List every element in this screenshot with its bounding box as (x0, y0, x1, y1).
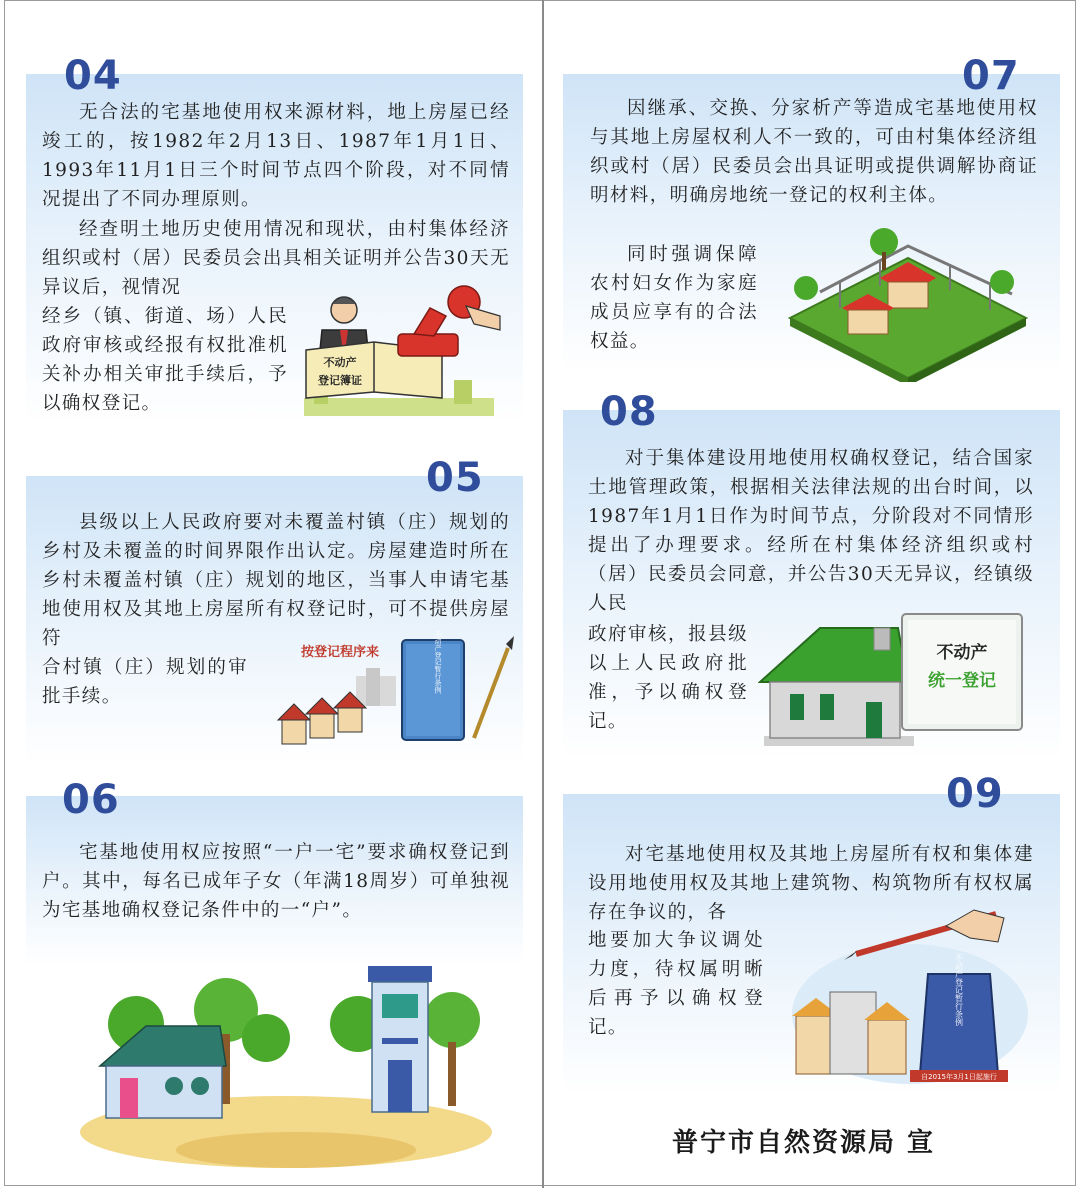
section-08-sign-line-2: 统一登记 (928, 671, 996, 691)
section-07-illustration (780, 222, 1036, 382)
section-08-sign-line-1: 不动产 (936, 643, 988, 663)
section-05-illustration (270, 628, 520, 758)
section-09-illustration (760, 904, 1032, 1086)
section-06-illustration (76, 954, 496, 1170)
section-06-number: 06 (62, 777, 120, 823)
section-07-paragraph-1: 因继承、交换、分家析产等造成宅基地使用权与其地上房屋权利人不一致的，可由村集体经济组织或村（居）民委员会出具证明或提供调解协商证明材料，明确房地统一登记的权利主体。 (590, 98, 1038, 206)
section-09-book-base: 自2015年3月1日起施行 (921, 1073, 997, 1081)
section-08-illustration (758, 606, 1030, 750)
section-05-paragraph-2: 合村镇（庄）规划的审批手续。 (42, 657, 248, 707)
section-08-number: 08 (600, 389, 658, 435)
section-04-paragraph-2: 经查明土地历史使用情况和现状，由村集体经济组织或村（居）民委员会出具相关证明并公告30天无异议后，视情况 (42, 219, 510, 298)
section-04-paragraph-3: 经乡（镇、街道、场）人民政府审核或经报有权批准机关补办相关审批手续后，予以确权登记。 (42, 306, 288, 414)
section-04-book-label-1: 不动产 (323, 356, 357, 369)
section-05-book-title: 不动产登记暂行条例 (434, 630, 442, 694)
section-07-number: 07 (962, 53, 1020, 99)
section-09-book-title: 不动产登记暂行条例 (954, 954, 964, 1026)
section-04-book-label-2: 登记簿证 (318, 374, 362, 387)
publisher-footer: 普宁市自然资源局 宣 (672, 1128, 936, 1158)
section-05-caption: 按登记程序来 (300, 645, 380, 660)
section-05-paragraph-1: 县级以上人民政府要对未覆盖村镇（庄）规划的乡村及未覆盖的时间界限作出认定。房屋建造时所在乡村未覆盖村镇（庄）规划的地区，当事人申请宅基地使用权及其地上房屋所有权登记时，可不提供房屋符 (42, 512, 510, 649)
section-04-paragraph-1: 无合法的宅基地使用权来源材料，地上房屋已经竣工的，按1982年2月13日、1987年1月1日、1993年11月1日三个时间节点四个阶段，对不同情况提出了不同办理原则。 (42, 102, 510, 210)
section-04-number: 04 (64, 53, 122, 99)
section-09-number: 09 (946, 771, 1004, 817)
section-06-paragraph-1: 宅基地使用权应按照“一户一宅”要求确权登记到户。其中，每名已成年子女（年满18周岁）可单独视为宅基地确权登记条件中的一“户”。 (42, 842, 510, 921)
section-05-number: 05 (426, 455, 484, 501)
center-divider (542, 0, 544, 1188)
section-08-paragraph-2: 政府审核，报县级以上人民政府批准，予以确权登记。 (588, 624, 748, 732)
section-07-paragraph-2: 同时强调保障农村妇女作为家庭成员应享有的合法权益。 (590, 244, 758, 352)
section-08-paragraph-1: 对于集体建设用地使用权确权登记，结合国家土地管理政策，根据相关法律法规的出台时间，以1987年1月1日作为时间节点，分阶段对不同情形提出了办理要求。经所在村集体经济组织或村（居）民委员会同意，并公告30天无异议，经镇级人民 (588, 448, 1034, 614)
section-09-paragraph-2: 地要加大争议调处力度，待权属明晰后再予以确权登记。 (588, 930, 764, 1038)
section-09-paragraph-1: 对宅基地使用权及其地上房屋所有权和集体建设用地使用权及其地上建筑物、构筑物所有权权属存在争议的，各 (588, 844, 1034, 923)
section-04-illustration (294, 280, 506, 420)
